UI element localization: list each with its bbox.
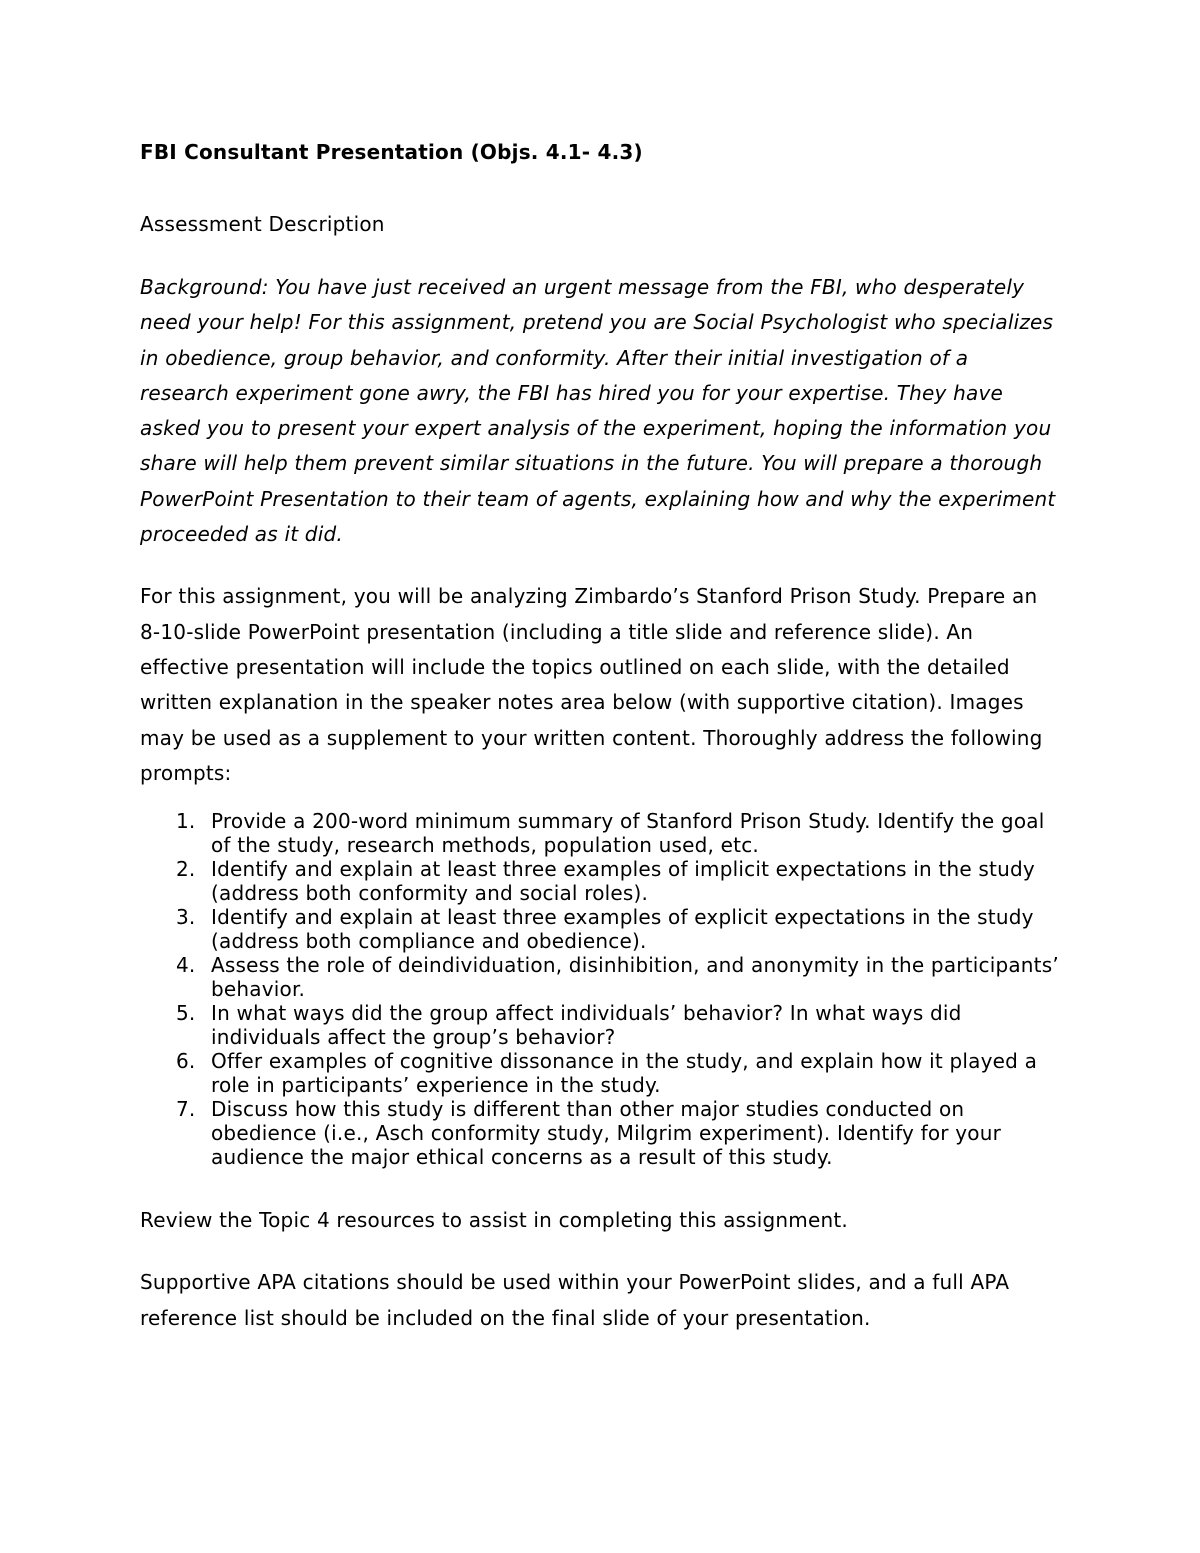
document-content bbox=[140, 136, 1060, 1336]
list-item-number: 1. bbox=[176, 809, 196, 834]
list-item bbox=[140, 905, 1060, 953]
list-item-text: Provide a 200-word minimum summary of Stanford Prison Study. Identify the goal of the study, research methods, population used, etc. bbox=[211, 809, 1045, 858]
list-item-number: 3. bbox=[176, 905, 196, 930]
list-item bbox=[140, 1001, 1060, 1049]
review-note-paragraph: Review the Topic 4 resources to assist in completing this assignment. bbox=[140, 1208, 848, 1233]
list-item-text: Identify and explain at least three examples of implicit expectations in the study (address both conformity and social roles). bbox=[211, 857, 1035, 906]
list-item-number: 7. bbox=[176, 1097, 196, 1122]
prompts-list bbox=[140, 809, 1060, 1169]
list-item-number: 6. bbox=[176, 1049, 196, 1074]
document-title: FBI Consultant Presentation (Objs. 4.1- 4.3) bbox=[140, 140, 643, 164]
list-item-text: Offer examples of cognitive dissonance in the study, and explain how it played a role in participants’ experience in the study. bbox=[211, 1049, 1038, 1098]
list-item-number: 4. bbox=[176, 953, 196, 978]
list-item-text: In what ways did the group affect individuals’ behavior? In what ways did individuals affect the group’s behavior? bbox=[211, 1001, 962, 1050]
list-item-number: 2. bbox=[176, 857, 196, 882]
instructions-paragraph: For this assignment, you will be analyzing Zimbardo’s Stanford Prison Study. Prepare an 8-10-slide PowerPoint presentation (including a title slide and reference slide). An effective presentation will include the topics outlined on each slide, with the detailed written explanation in the speaker notes area below (with supportive citation). Images may be used as a supplement to your written content. Thoroughly address the following prompts: bbox=[140, 584, 1043, 785]
list-item bbox=[140, 1097, 1060, 1169]
list-item bbox=[140, 809, 1060, 857]
list-item bbox=[140, 953, 1060, 1001]
list-item-text: Identify and explain at least three examples of explicit expectations in the study (address both compliance and obedience). bbox=[211, 905, 1034, 954]
list-item bbox=[140, 1049, 1060, 1097]
list-item-number: 5. bbox=[176, 1001, 196, 1026]
list-item bbox=[140, 857, 1060, 905]
background-paragraph: Background: You have just received an urgent message from the FBI, who desperately need your help! For this assignment, pretend you are Social Psychologist who specializes in obedience, group behavior, and conformity. After their initial investigation of a research experiment gone awry, the FBI has hired you for your expertise. They have asked you to present your expert analysis of the experiment, hoping the information you share will help them prevent similar situations in the future. You will prepare a thorough PowerPoint Presentation to their team of agents, explaining how and why the experiment proceeded as it did. bbox=[140, 275, 1056, 547]
list-item-text: Discuss how this study is different than other major studies conducted on obedience (i.e., Asch conformity study, Milgrim experiment). Identify for your audience the major ethical concerns as a result of this study. bbox=[211, 1097, 1002, 1170]
list-item-text: Assess the role of deindividuation, disinhibition, and anonymity in the participants’ behavior. bbox=[211, 953, 1059, 1002]
citation-note-paragraph: Supportive APA citations should be used within your PowerPoint slides, and a full APA reference list should be included on the final slide of your presentation. bbox=[140, 1270, 1010, 1330]
assessment-description-heading: Assessment Description bbox=[140, 212, 385, 236]
